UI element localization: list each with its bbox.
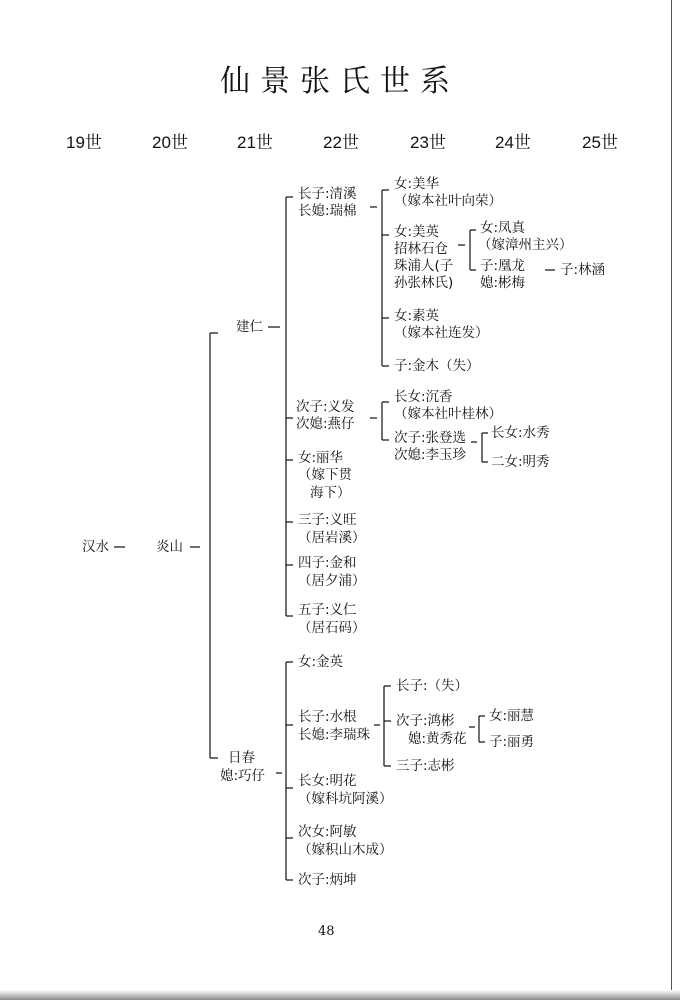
generation-20-label: 20世 xyxy=(152,133,188,152)
person-zhibin: 三子:志彬 xyxy=(396,758,455,774)
person-huanglong: 子:凰龙 xyxy=(480,258,526,274)
person-yiren-note: （居石码） xyxy=(298,620,366,636)
person-hongbin: 次子:鸿彬 xyxy=(396,713,455,729)
person-meihua: 女:美华 xyxy=(394,176,440,192)
person-jianren: 建仁 xyxy=(236,319,263,335)
person-chenxiang-note: （嫁本社叶桂林） xyxy=(394,406,502,422)
generation-19-label: 19世 xyxy=(66,133,102,152)
person-meiying-spouse: 招林石仓 xyxy=(394,241,448,257)
generation-23-label: 23世 xyxy=(410,133,446,152)
generation-22-label: 22世 xyxy=(323,133,359,152)
person-shuigen-spouse: 长媳:李瑞珠 xyxy=(298,727,371,743)
page-number: 48 xyxy=(318,924,335,939)
person-amin-note: （嫁积山木成） xyxy=(298,842,393,858)
generation-21-label: 21世 xyxy=(237,133,273,152)
person-suying: 女:素英 xyxy=(394,308,440,324)
person-jinhe: 四子:金和 xyxy=(298,555,357,571)
generation-25-label: 25世 xyxy=(582,133,618,152)
person-meiying-note-2: 孙张林氏) xyxy=(394,275,454,291)
person-suying-note: （嫁本社连发） xyxy=(394,325,489,341)
person-linhan: 子:林涵 xyxy=(560,262,606,278)
person-jinhe-note: （居夕浦） xyxy=(298,573,366,589)
person-hongbin-spouse: 媳:黄秀花 xyxy=(408,731,467,747)
person-yiwang-note: （居岩溪） xyxy=(298,530,366,546)
person-meiying-note: 珠浦人(子 xyxy=(394,258,454,274)
person-jinmu: 子:金木（失） xyxy=(394,358,480,374)
person-yanshan: 炎山 xyxy=(156,539,183,555)
person-bingkun: 次子:炳坤 xyxy=(298,872,357,888)
person-jinying: 女:金英 xyxy=(298,654,344,670)
person-richun-spouse: 媳:巧仔 xyxy=(220,768,266,784)
person-lihui: 女:丽慧 xyxy=(489,708,535,724)
person-richun: 日春 xyxy=(228,750,255,766)
person-liyong: 子:丽勇 xyxy=(489,734,535,750)
person-yiren: 五子:义仁 xyxy=(298,602,357,618)
person-minghua: 长女:明花 xyxy=(298,773,357,789)
person-hanshui: 汉水 xyxy=(82,539,109,555)
person-amin: 次女:阿敏 xyxy=(298,824,357,840)
person-meihua-note: （嫁本社叶向荣） xyxy=(394,193,502,209)
page-title: 仙景张氏世系 xyxy=(220,64,460,99)
person-lihua-note-2: 海下） xyxy=(310,485,351,501)
person-dengxuan: 次子:张登选 xyxy=(394,430,467,446)
person-qingxi-spouse: 长媳:瑞棉 xyxy=(298,203,357,219)
person-lihua-note: （嫁下贯 xyxy=(298,467,352,483)
person-fengzhen-note: （嫁漳州主兴） xyxy=(478,237,573,253)
person-fengzhen: 女:凤真 xyxy=(480,220,526,236)
person-huanglong-spouse: 媳:彬梅 xyxy=(480,275,526,291)
person-shuixiu: 长女:水秀 xyxy=(491,425,550,441)
person-dengxuan-spouse: 次媳:李玉珍 xyxy=(394,447,467,463)
person-lihua: 女:丽华 xyxy=(298,450,344,466)
scan-bottom-edge xyxy=(0,990,680,1000)
person-minghua-note: （嫁科坑阿溪） xyxy=(298,791,393,807)
person-shi: 长子:（失） xyxy=(396,678,469,694)
generation-24-label: 24世 xyxy=(495,133,531,152)
person-yifa-spouse: 次媳:燕仔 xyxy=(296,416,355,432)
person-shuigen: 长子:水根 xyxy=(298,709,357,725)
person-chenxiang: 长女:沉香 xyxy=(394,389,453,405)
person-qingxi: 长子:清溪 xyxy=(298,186,357,202)
person-mingxiu: 二女:明秀 xyxy=(491,454,550,470)
person-yiwang: 三子:义旺 xyxy=(298,512,357,528)
person-yifa: 次子:义发 xyxy=(296,399,355,415)
person-meiying: 女:美英 xyxy=(394,224,440,240)
scan-edge-line xyxy=(671,0,672,1000)
